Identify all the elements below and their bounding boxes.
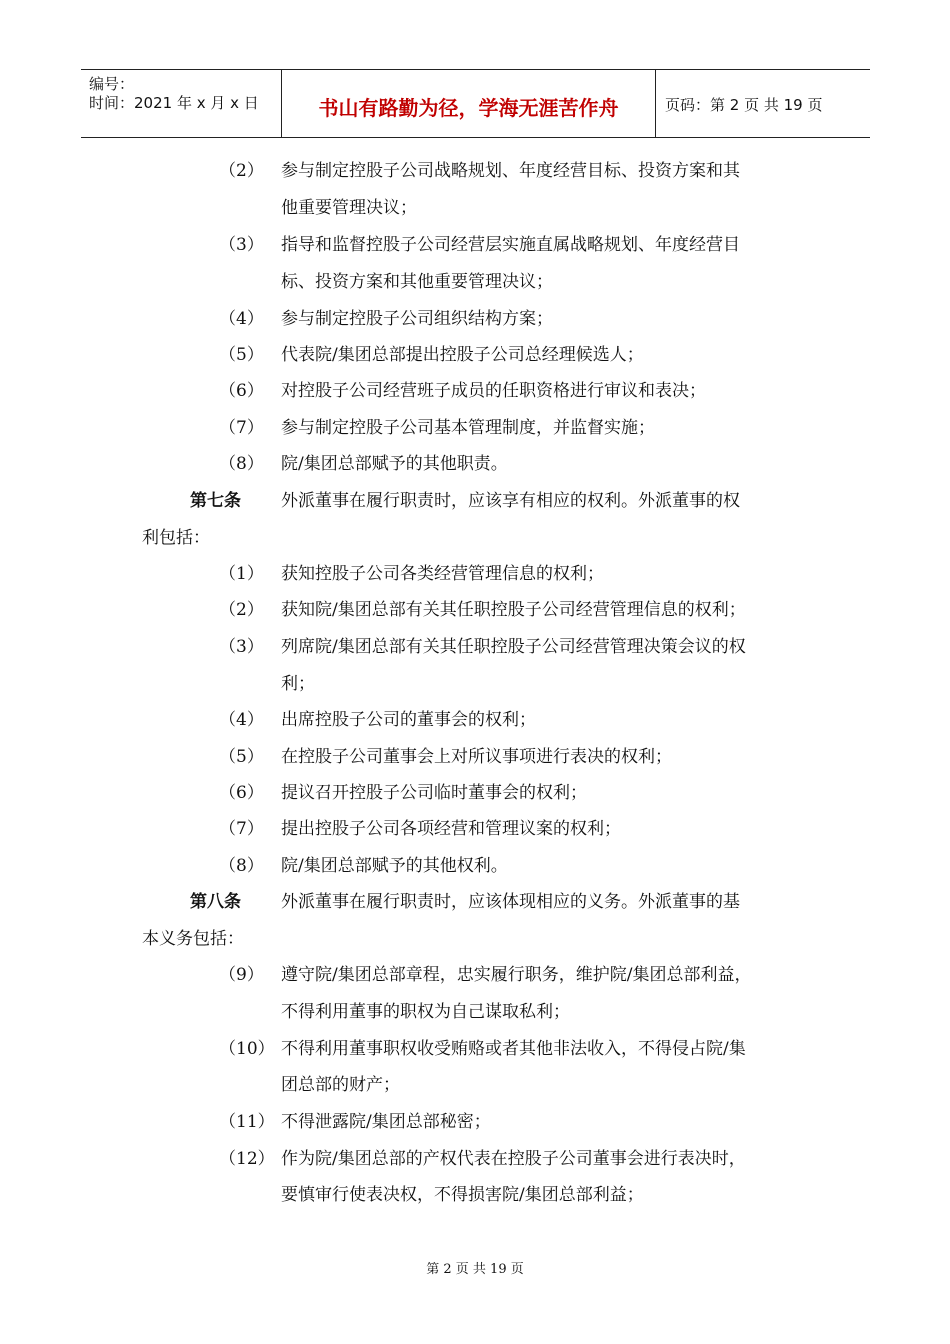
item-text: 标、投资方案和其他重要管理决议； xyxy=(281,272,553,292)
item-number: （12） xyxy=(219,1149,275,1169)
item-number: （3） xyxy=(219,637,264,657)
item-text: 他重要管理决议； xyxy=(281,198,417,218)
item-number: （6） xyxy=(219,783,264,803)
article-8-text: 外派董事在履行职责时，应该体现相应的义务。外派董事的基 xyxy=(281,892,740,912)
item-number: （6） xyxy=(219,381,264,401)
item-text: 提出控股子公司各项经营和管理议案的权利； xyxy=(281,819,621,839)
item-number: （3） xyxy=(219,235,264,255)
item-number: （8） xyxy=(219,454,264,474)
item-text: 在控股子公司董事会上对所议事项进行表决的权利； xyxy=(281,747,672,767)
motto-text: 书山有路勤为径，学海无涯苦作舟 xyxy=(318,96,619,120)
item-text: 要慎审行使表决权，不得损害院/集团总部利益； xyxy=(281,1185,644,1205)
time-label: 时间：2021 年 x 月 x 日 xyxy=(89,94,259,112)
header-motto-cell xyxy=(281,70,656,137)
item-number: （10） xyxy=(219,1039,275,1059)
item-text: 不得利用董事职权收受贿赂或者其他非法收入，不得侵占院/集 xyxy=(281,1039,746,1059)
item-number: （4） xyxy=(219,710,264,730)
item-number: （1） xyxy=(219,564,264,584)
item-number: （5） xyxy=(219,747,264,767)
item-text: 参与制定控股子公司组织结构方案； xyxy=(281,309,553,329)
header-page-cell xyxy=(655,70,870,137)
item-number: （11） xyxy=(219,1112,275,1132)
item-number: （4） xyxy=(219,309,264,329)
item-text: 代表院/集团总部提出控股子公司总经理候选人； xyxy=(281,345,644,365)
item-text: 指导和监督控股子公司经营层实施直属战略规划、年度经营目 xyxy=(281,235,740,255)
article-7-title: 第七条 xyxy=(190,491,241,511)
article-7-text: 外派董事在履行职责时，应该享有相应的权利。外派董事的权 xyxy=(281,491,740,511)
item-text: 不得利用董事的职权为自己谋取私利； xyxy=(281,1002,570,1022)
item-text: 提议召开控股子公司临时董事会的权利； xyxy=(281,783,587,803)
item-text: 院/集团总部赋予的其他权利。 xyxy=(281,856,508,876)
page-footer: 第 2 页 共 19 页 xyxy=(426,1262,524,1277)
item-text: 出席控股子公司的董事会的权利； xyxy=(281,710,536,730)
item-number: （9） xyxy=(219,965,264,985)
item-text: 作为院/集团总部的产权代表在控股子公司董事会进行表决时， xyxy=(281,1149,746,1169)
item-number: （5） xyxy=(219,345,264,365)
item-text: 对控股子公司经营班子成员的任职资格进行审议和表决； xyxy=(281,381,706,401)
item-text: 参与制定控股子公司基本管理制度，并监督实施； xyxy=(281,418,655,438)
item-text: 院/集团总部赋予的其他职责。 xyxy=(281,454,508,474)
item-text: 参与制定控股子公司战略规划、年度经营目标、投资方案和其 xyxy=(281,161,740,181)
item-number: （8） xyxy=(219,856,264,876)
item-text: 列席院/集团总部有关其任职控股子公司经营管理决策会议的权 xyxy=(281,637,746,657)
item-text: 不得泄露院/集团总部秘密； xyxy=(281,1112,491,1132)
page-header xyxy=(81,69,870,138)
item-text: 获知控股子公司各类经营管理信息的权利； xyxy=(281,564,604,584)
item-text: 利； xyxy=(281,674,315,694)
page-info: 页码：第 2 页 共 19 页 xyxy=(665,96,823,114)
item-text: 获知院/集团总部有关其任职控股子公司经营管理信息的权利； xyxy=(281,600,746,620)
item-number: （2） xyxy=(219,600,264,620)
header-info-cell xyxy=(81,70,281,137)
item-text: 遵守院/集团总部章程，忠实履行职务，维护院/集团总部利益， xyxy=(281,965,752,985)
code-label: 编号： xyxy=(89,75,135,93)
article-8-text-cont: 本义务包括： xyxy=(142,929,244,949)
article-7-text-cont: 利包括： xyxy=(142,528,210,548)
item-number: （7） xyxy=(219,819,264,839)
article-8-title: 第八条 xyxy=(190,892,241,912)
item-text: 团总部的财产； xyxy=(281,1075,400,1095)
item-number: （2） xyxy=(219,161,264,181)
item-number: （7） xyxy=(219,418,264,438)
